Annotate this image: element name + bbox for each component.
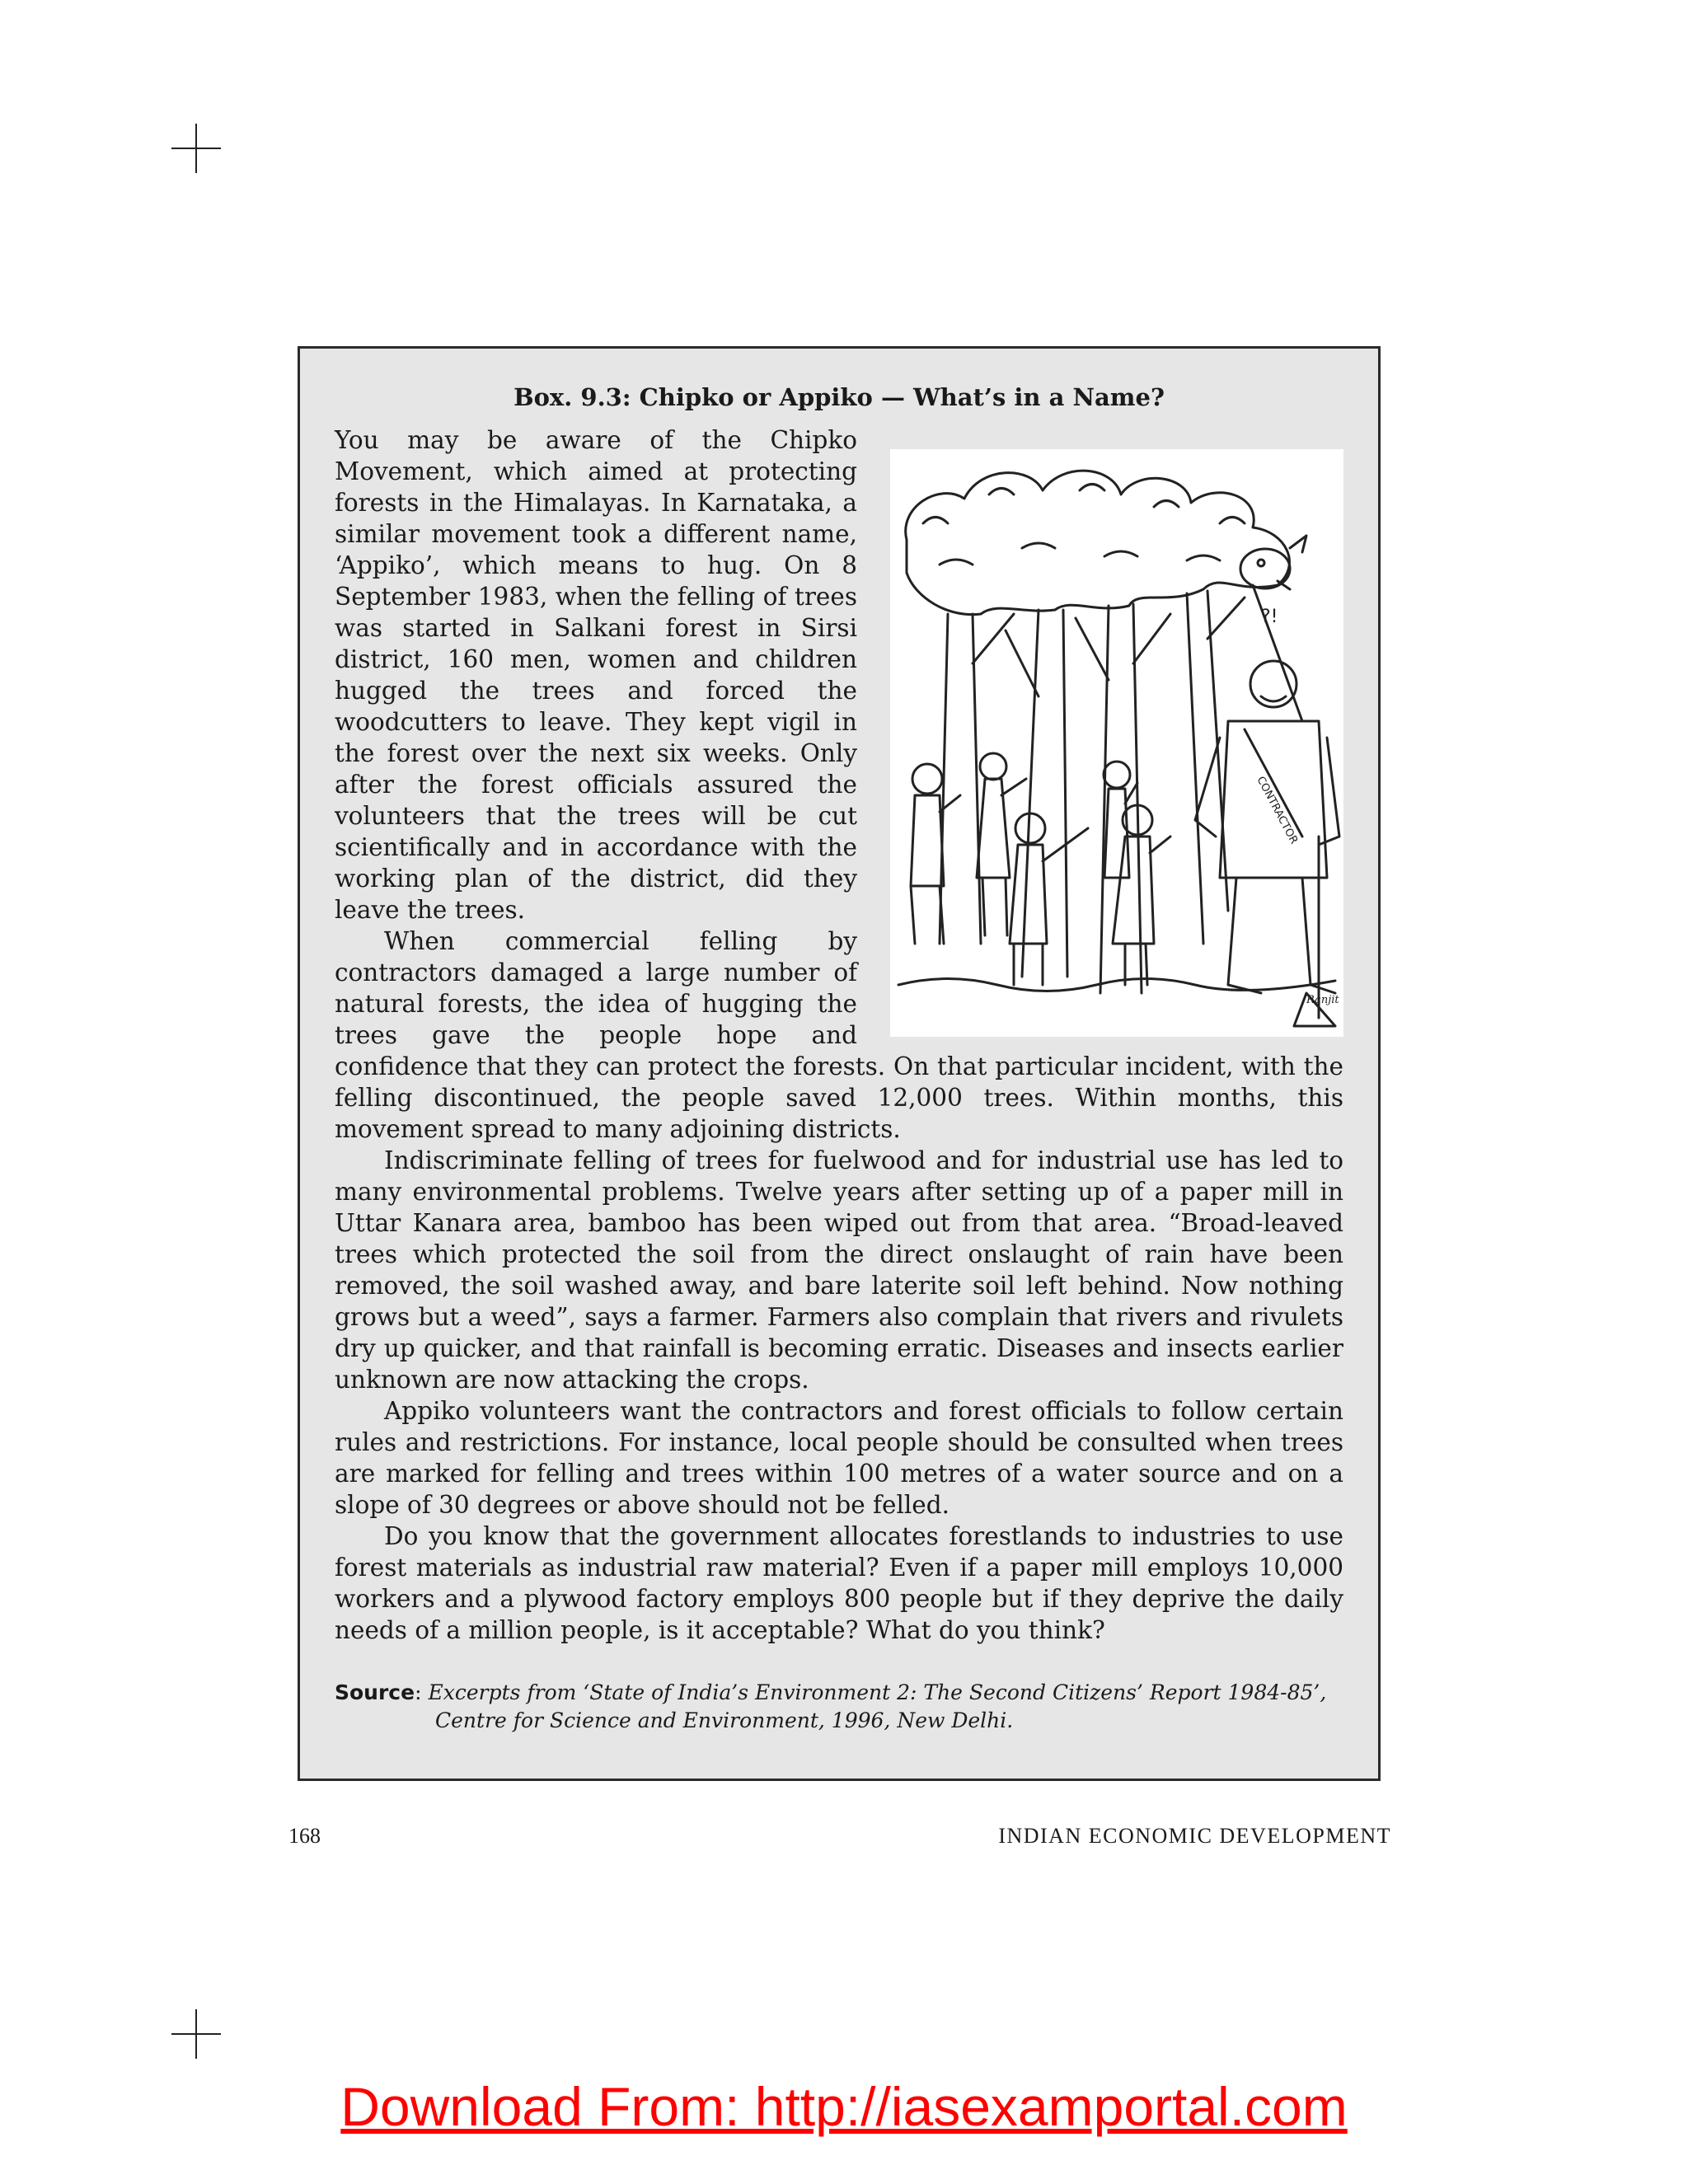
paragraph-4: Appiko volunteers want the contractors and forest officials to follow certain rules and restrictions. For instance, local people should be consulted when trees are marked for felling and trees within 100 metres of a water source and on a slope of 30 degrees or above should not be felled. [335,1397,1343,1519]
exclaim-text: ?! [1261,607,1278,627]
box-title: Box. 9.3: Chipko or Appiko — What’s in a Name? [513,383,1165,411]
info-box [298,346,1381,1781]
source-line-2: Centre for Science and Environment, 1996, New Delhi. [435,1708,1014,1732]
source-line-1 [335,1679,1343,1707]
paragraph-3: Indiscriminate felling of trees for fuelwood and for industrial use has led to many environmental problems. Twelve years after setting up of a paper mill in Uttar Kanara area, bamboo has been wiped out from that area. “Broad-leaved trees which protected the soil from the direct onslaught of rain have been removed, the soil washed away, and bare laterite soil left behind. Now nothing grows but a weed”, says a farmer. Farmers also complain that rivers and rivulets dry up quicker, and that rainfall is becoming erratic. Diseases and insects earlier unknown are now attacking the crops. [335,1146,1343,1394]
box-body [335,424,1343,1646]
cartoon-svg [890,449,1343,1037]
paragraph-1 [335,424,1343,1006]
crop-mark-bottom [171,2009,221,2059]
source-label: Source [335,1680,415,1704]
paragraph-2: When commercial felling by contractors damaged a large number of natural forests, the idea of hugging the trees gave the people hope and confidence that they can protect the forests. On that particular incident, with the felling discontinued, the people saved 12,000 trees. Within months, this movement spread to many adjoining districts. [335,927,1343,1143]
download-link[interactable]: Download From: http://iasexamportal.com [340,2076,1348,2137]
source-sep: : [415,1680,429,1704]
artist-signature: Ranjit [1306,994,1339,1006]
source-text-1: Excerpts from ‘State of India’s Environment 2: The Second Citizens’ Report 1984-85’, [428,1680,1327,1704]
source-citation [335,1679,1343,1735]
page-number: 168 [288,1824,321,1848]
chipko-cartoon-illustration [890,449,1343,1037]
contractor-label: CONTRACTOR [1254,774,1301,846]
running-head: INDIAN ECONOMIC DEVELOPMENT [998,1824,1391,1848]
paragraph-5: Do you know that the government allocates forestlands to industries to use forest materials as industrial raw material? Even if a paper mill employs 10,000 workers and a plywood factory employs 800 people but if they deprive the daily needs of a million people, is it acceptable? What do you think? [335,1522,1343,1644]
paragraph-1-text: You may be aware of the Chipko Movement, which aimed at protecting forests in the Himalayas. In Karnataka, a similar movement took a different name, ‘Appiko’, which means to hug. On 8 September 1983, when the felling of trees was started in Salkani forest in Sirsi district, 160 men, women and children hugged the trees and forced the woodcutters to leave. They kept vigil in the forest over the next six weeks. Only after the forest officials assured the volunteers that the trees will be cut scientifically and in accordance with the working plan of the district, did they leave the trees. [335,426,857,924]
crop-mark-top [171,124,221,173]
